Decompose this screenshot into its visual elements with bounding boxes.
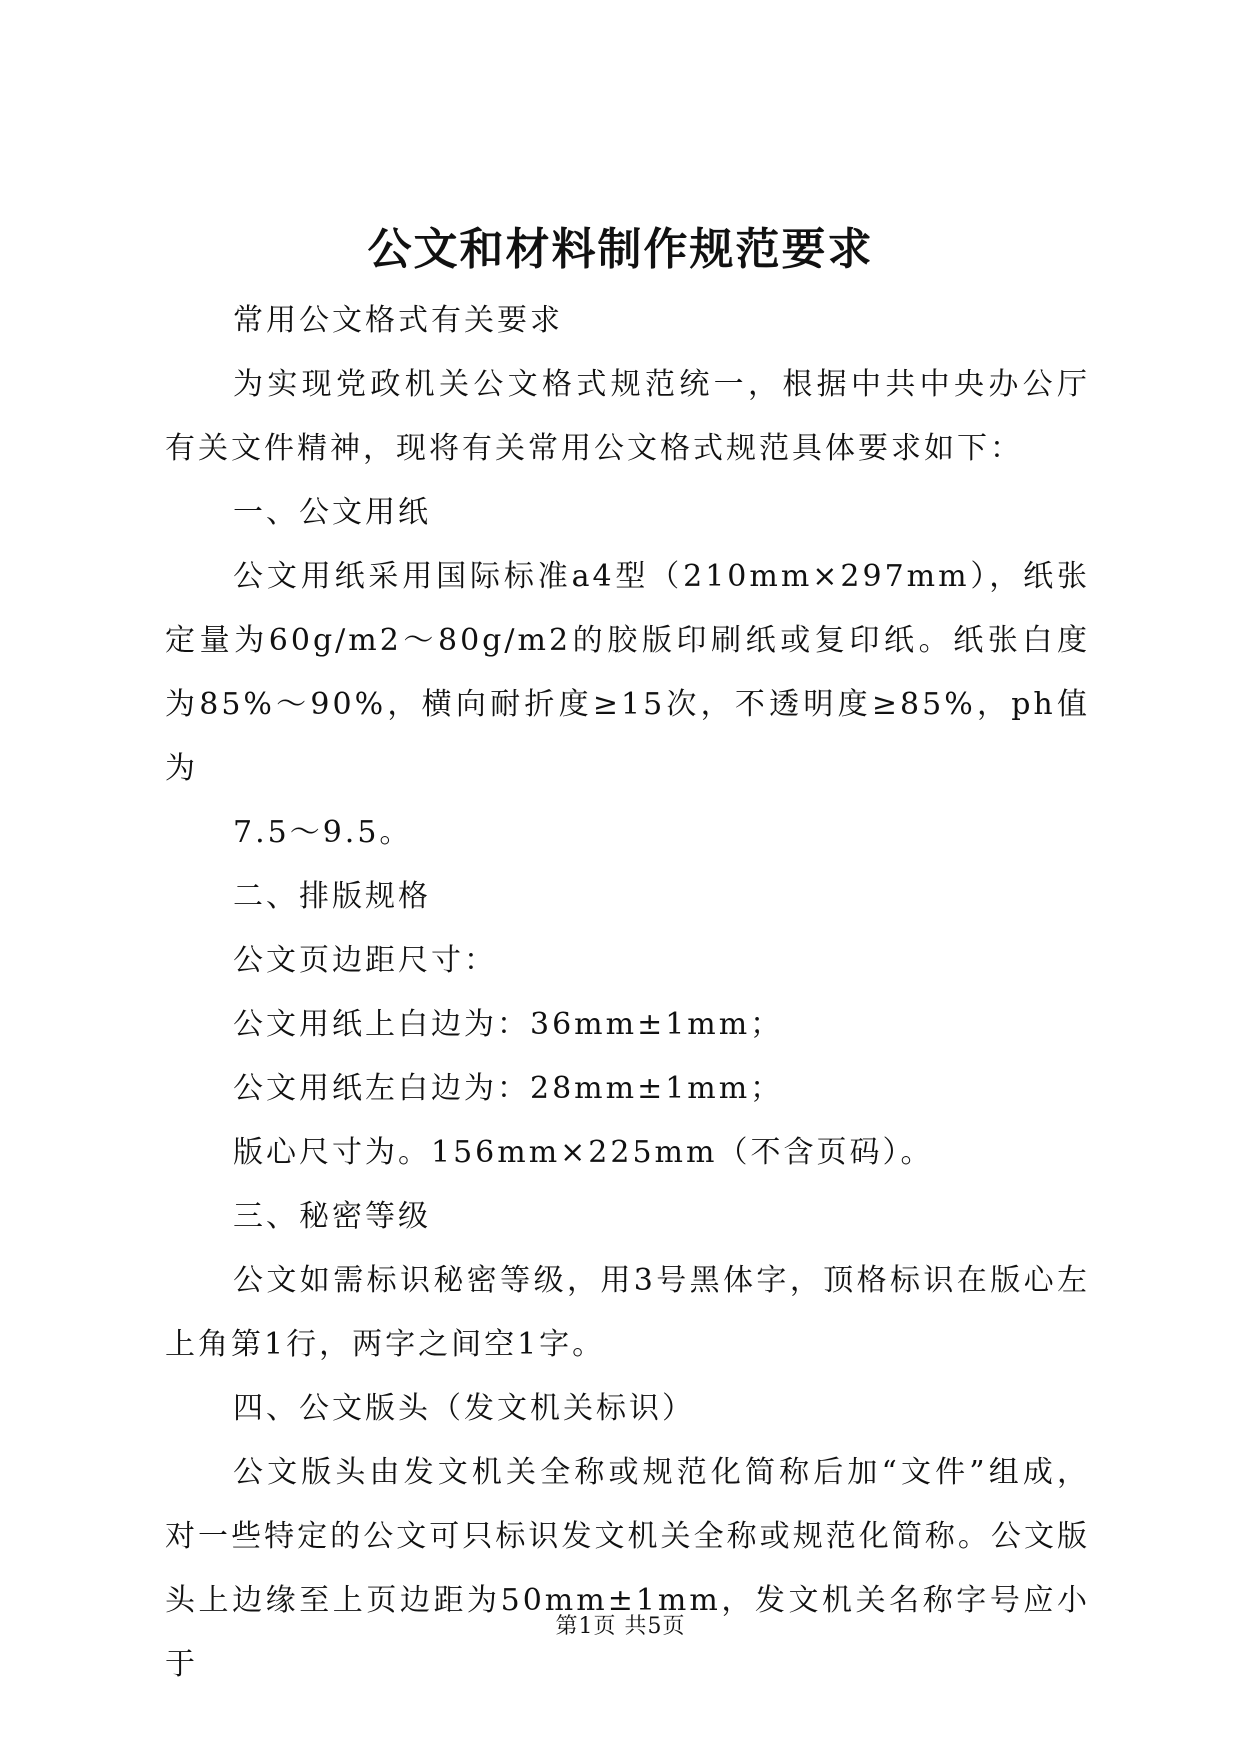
section-heading-secrecy: 三、秘密等级 [233, 1199, 431, 1234]
document-title: 公文和材料制作规范要求 [367, 224, 874, 275]
paragraph-left-margin: 公文用纸左白边为：28mm±1mm； [233, 1071, 784, 1106]
paragraph-subtitle: 常用公文格式有关要求 [233, 303, 563, 338]
paragraph-intro: 为实现党政机关公文格式规范统一，根据中共中央办公厅有关文件精神，现将有关常用公文格式规范具体要求如下： [165, 367, 1090, 466]
paragraph-ph-range: 7.5～9.5。 [233, 815, 413, 850]
paragraph-margin-title: 公文页边距尺寸： [233, 943, 497, 978]
page-number-footer: 第1页 共5页 [555, 1614, 686, 1639]
section-heading-layout: 二、排版规格 [233, 879, 431, 914]
paragraph-header-spec: 公文版头由发文机关全称或规范化简称后加“文件”组成，对一些特定的公文可只标识发文机关全称或规范化简称。公文版头上边缘至上页边距为50mm±1mm，发文机关名称字号应小于 [165, 1455, 1090, 1682]
document-body [165, 289, 1090, 1697]
section-heading-header: 四、公文版头（发文机关标识） [233, 1391, 695, 1426]
paragraph-top-margin: 公文用纸上白边为：36mm±1mm； [233, 1007, 784, 1042]
paragraph-secrecy-spec: 公文如需标识秘密等级，用3号黑体字，顶格标识在版心左上角第1行，两字之间空1字。 [165, 1263, 1090, 1362]
paragraph-paper-spec: 公文用纸采用国际标准a4型（210mm×297mm），纸张定量为60g/m2～80g/m2的胶版印刷纸或复印纸。纸张白度为85%～90%，横向耐折度≥15次，不透明度≥85%，ph值为 [165, 559, 1090, 786]
paragraph-text-area-size: 版心尺寸为。156mm×225mm（不含页码）。 [233, 1135, 934, 1170]
section-heading-paper: 一、公文用纸 [233, 495, 431, 530]
